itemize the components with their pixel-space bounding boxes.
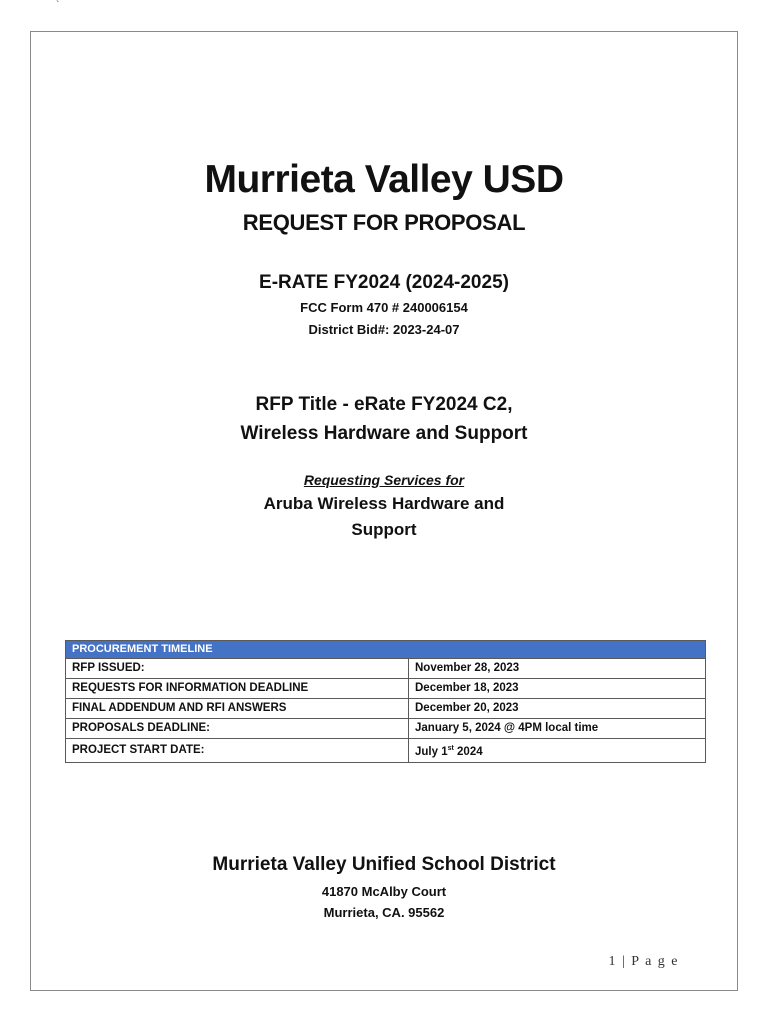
- rfp-title-line1: RFP Title - eRate FY2024 C2,: [255, 394, 513, 415]
- timeline-label: PROPOSALS DEADLINE:: [66, 719, 409, 739]
- timeline-label: REQUESTS FOR INFORMATION DEADLINE: [66, 679, 409, 699]
- timeline-label: PROJECT START DATE:: [66, 739, 409, 763]
- address-line2: Murrieta, CA. 95562: [323, 905, 445, 920]
- requesting-services-label: Requesting Services for: [303, 472, 465, 488]
- district-bid-number: District Bid#: 2023-24-07: [308, 322, 460, 337]
- rfp-title-line2: Wireless Hardware and Support: [240, 423, 528, 444]
- erate-heading: E-RATE FY2024 (2024-2025): [259, 272, 509, 293]
- service-line1: Aruba Wireless Hardware and: [263, 494, 505, 513]
- timeline-label: FINAL ADDENDUM AND RFI ANSWERS: [66, 699, 409, 719]
- timeline-label: RFP ISSUED:: [66, 659, 409, 679]
- document-page: [30, 31, 738, 991]
- document-title: Murrieta Valley USD: [204, 158, 564, 201]
- timeline-date: [409, 739, 706, 763]
- timeline-date: December 20, 2023: [409, 699, 706, 719]
- procurement-timeline-table: [65, 640, 706, 763]
- table-row: [66, 659, 706, 679]
- timeline-date: December 18, 2023: [409, 679, 706, 699]
- document-subtitle: REQUEST FOR PROPOSAL: [242, 210, 526, 235]
- address-line1: 41870 McAlby Court: [321, 884, 447, 899]
- timeline-date: January 5, 2024 @ 4PM local time: [409, 719, 706, 739]
- date-suffix: 2024: [453, 745, 483, 758]
- table-row: [66, 679, 706, 699]
- table-row: [66, 699, 706, 719]
- timeline-header-row: [66, 641, 706, 659]
- stray-mark: `: [56, 0, 60, 11]
- timeline-date: November 28, 2023: [409, 659, 706, 679]
- service-line2: Support: [351, 520, 417, 539]
- timeline-heading: PROCUREMENT TIMELINE: [66, 641, 706, 659]
- date-prefix: July 1: [415, 745, 448, 758]
- date-ordinal: st: [447, 745, 454, 752]
- table-row: [66, 739, 706, 763]
- fcc-form-number: FCC Form 470 # 240006154: [300, 300, 468, 315]
- organization-name: Murrieta Valley Unified School District: [212, 854, 556, 875]
- table-row: [66, 719, 706, 739]
- page-number: 1 | P a g e: [608, 954, 679, 969]
